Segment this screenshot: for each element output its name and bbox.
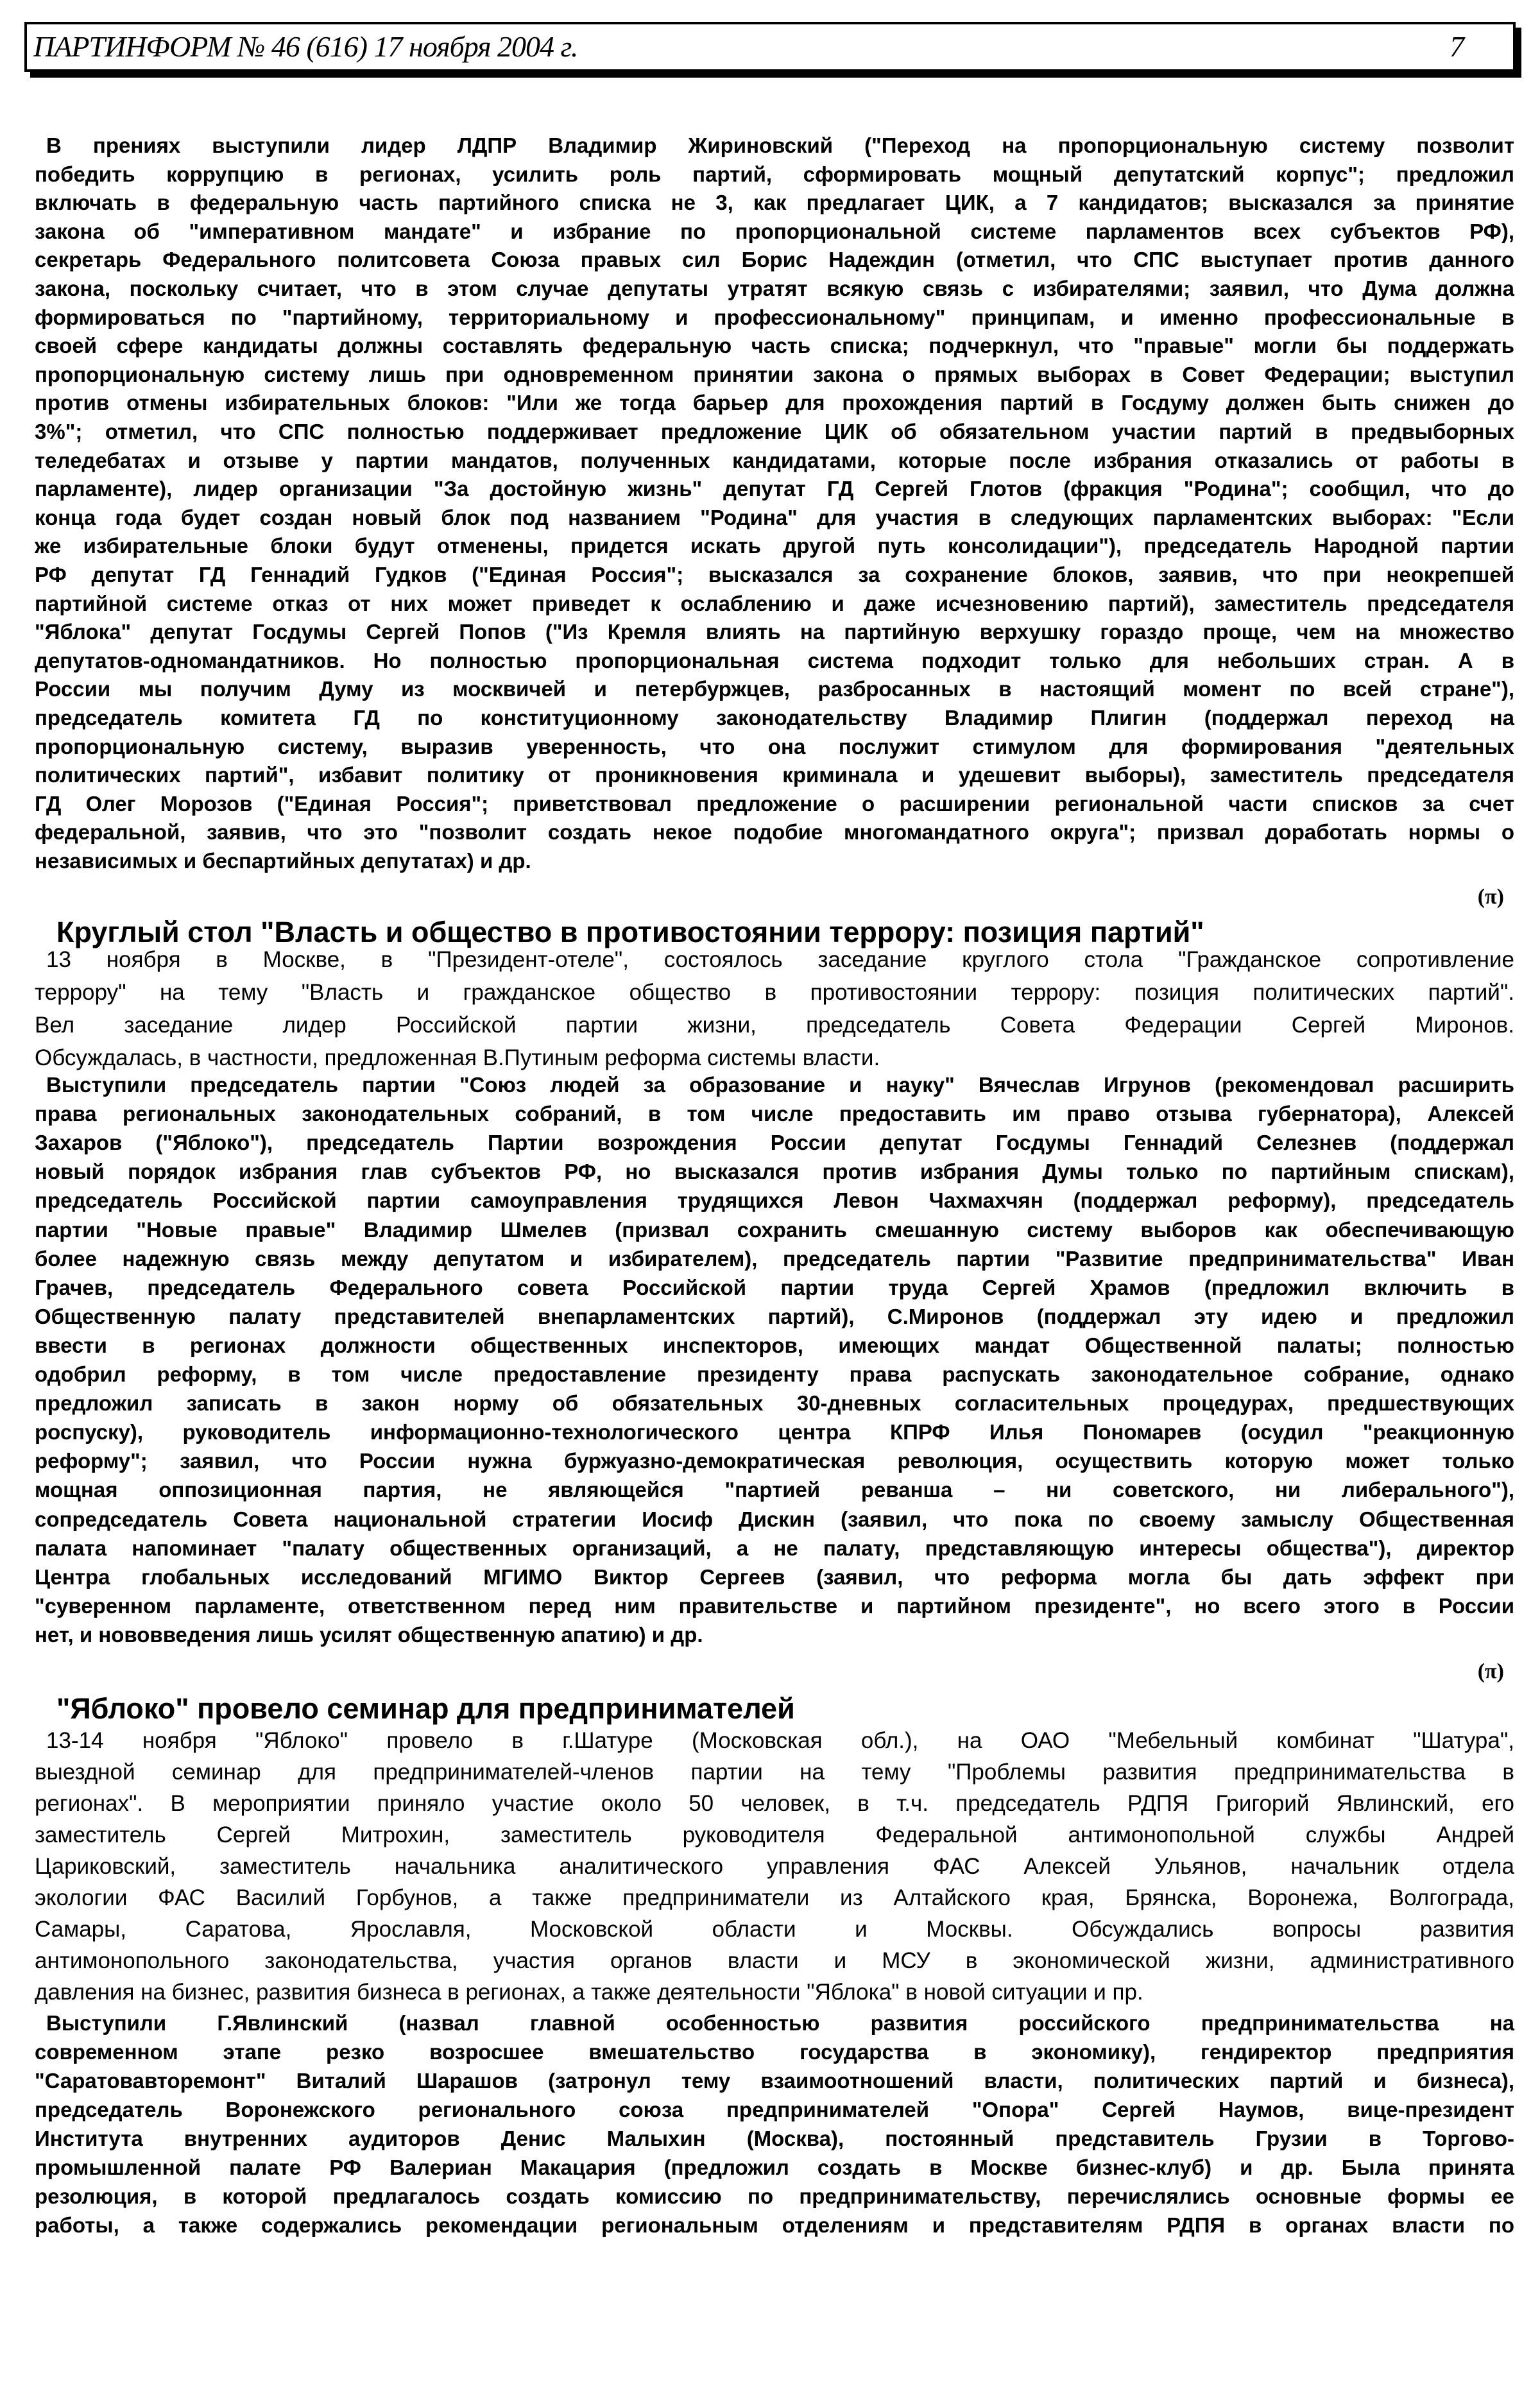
text-line: работы, а также содержались рекомендации региональным отделениям и представителям РДПЯ в органах власти по [35,2213,1514,2237]
text-line: "суверенном парламенте, ответственном перед ним правительстве и партийном президенте", но всего этого в России [35,1593,1514,1618]
text-line: нет, и нововведения лишь усилят общественную апатию) и др. [35,1622,703,1647]
text-line: современном этапе резко возросшее вмешательство государства в экономику), гендиректор предприятия [35,2040,1514,2064]
text-line: экологии ФАС Василий Горбунов, а также предприниматели из Алтайского края, Брянска, Воронежа, Волгограда, [35,1885,1514,1910]
text-line: "Саратовавторемонт" Виталий Шарашов (затронул тему взаимоотношений власти, политических партий и бизнеса), [35,2069,1514,2093]
text-line: роспуску), руководитель информационно-технологического центра КПРФ Илья Пономарев (осудил "реакционную [35,1420,1514,1444]
text-line: мощная оппозиционная партия, не являющейся "партией реванша – ни советского, ни либерального"), [35,1478,1514,1502]
text-line: пропорциональную систему, выразив уверенность, что она послужит стимулом для формирования "деятельных [35,734,1514,758]
text-line: председатель Воронежского регионального союза предпринимателей "Опора" Сергей Наумов, вице-президент [35,2098,1514,2121]
article-heading: "Яблоко" провело семинар для предпринимателей [56,1692,795,1725]
article-signature: (π) [1477,1659,1504,1683]
text-line: России мы получим Думу из москвичей и петербуржцев, разбросанных в настоящий момент по всей стране"), [35,677,1514,701]
text-line: одобрил реформу, в том числе предоставление президенту права распускать законодательное собрание, однако [35,1362,1514,1386]
text-line: заместитель Сергей Митрохин, заместитель руководителя Федеральной антимонопольной службы Андрей [35,1822,1514,1847]
article-heading: Круглый стол "Власть и общество в противостоянии террору: позиция партий" [56,916,1204,948]
text-line: РФ депутат ГД Геннадий Гудков ("Единая Россия"; высказался за сохранение блоков, заявив, что при неокрепшей [35,563,1514,587]
text-line: закона об "императивном мандате" и избрание по пропорциональной системе парламентов всех субъектов РФ), [35,219,1514,243]
text-line: давления на бизнес, развития бизнеса в регионах, а также деятельности "Яблока" в новой ситуации и пр. [35,1980,1143,2005]
text-line: своей сфере кандидаты должны составлять федеральную часть списка; подчеркнул, что "правые" могли бы поддержать [35,334,1514,358]
text-line: Института внутренних аудиторов Денис Малыхин (Москва), постоянный представитель Грузии в Торгово- [35,2127,1514,2150]
text-line: более надежную связь между депутатом и избирателем), председатель партии "Развитие предпринимательства" Иван [35,1246,1514,1271]
text-line: 3%"; отметил, что СПС полностью поддерживает предложение ЦИК об обязательном участии партий в предвыборных [35,420,1514,443]
text-line: парламенте), лидер организации "За достойную жизнь" депутат ГД Сергей Глотов (фракция "Родина"; сообщил, что до [35,477,1514,501]
text-line: конца года будет создан новый блок под названием "Родина" для участия в следующих парламентских выборах: "Если [35,505,1514,529]
text-line: партии "Новые правые" Владимир Шмелев (призвал сохранить смешанную систему выборов как обеспечивающую [35,1217,1514,1242]
text-line: антимонопольного законодательства, участия органов власти и МСУ в экономической жизни, административного [35,1948,1514,1973]
publication-title: ПАРТИНФОРМ № 46 (616) 17 ноября 2004 г. [33,30,578,63]
text-line: закона, поскольку считает, что в этом случае депутаты утратят всякую связь с избирателями; заявил, что Дума должна [35,277,1514,300]
text-line: председатель комитета ГД по конституционному законодательству Владимир Плигин (поддержал переход на [35,706,1514,730]
text-line: палата напоминает "палату общественных организаций, а не палату, представляющую интересы общества"), директор [35,1536,1514,1560]
text-line: председатель Российской партии самоуправления трудящихся Левон Чахмахчян (поддержал реформу), председатель [35,1188,1514,1213]
text-line: победить коррупцию в регионах, усилить роль партий, сформировать мощный депутатский корпус"; предложил [35,162,1514,186]
text-line: федеральной, заявив, что это "позволит создать некое подобие многомандатного округа"; призвал доработать нормы о [35,820,1514,844]
text-line: Общественную палату представителей внепарламентских партий), С.Миронов (поддержал эту идею и предложил [35,1304,1514,1328]
text-line: выездной семинар для предпринимателей-членов партии на тему "Проблемы развития предпринимательства в [35,1760,1514,1785]
text-line: резолюция, в которой предлагалось создать комиссию по предпринимательству, перечислялись основные формы ее [35,2184,1514,2208]
text-line: пропорциональную систему лишь при одновременном принятии закона о прямых выборах в Совет Федерации; выступил [35,362,1514,386]
text-line: секретарь Федерального политсовета Союза правых сил Борис Надеждин (отметил, что СПС выступает против данного [35,248,1514,272]
text-line: террору" на тему "Власть и гражданское общество в противостоянии террору: позиция политических партий". [35,980,1514,1005]
text-line: ввести в регионах должности общественных инспекторов, имеющих мандат Общественной палаты; полностью [35,1333,1514,1357]
text-line: ГД Олег Морозов ("Единая Россия"; приветствовал предложение о расширении региональной части списков за счет [35,791,1514,816]
text-line: Обсуждалась, в частности, предложенная В.Путиным реформа системы власти. [35,1045,880,1070]
text-line: права региональных законодательных собраний, в том числе предоставить им право отзыва губернатора), Алексей [35,1102,1514,1126]
text-line: против отмены избирательных блоков: "Или же тогда барьер для прохождения партий в Госдуму должен быть снижен до [35,391,1514,415]
text-line: сопредседатель Совета национальной стратегии Иосиф Дискин (заявил, что пока по своему замыслу Общественная [35,1507,1514,1531]
text-line: новый порядок избрания глав субъектов РФ, но высказался против избрания Думы только по партийным спискам), [35,1160,1514,1184]
text-line: предложил записать в закон норму об обязательных 30-дневных согласительных процедурах, предшествующих [35,1391,1514,1416]
text-line: В прениях выступили лидер ЛДПР Владимир Жириновский ("Переход на пропорциональную систему позволит [46,133,1514,157]
text-line: 13 ноября в Москве, в "Президент-отеле", состоялось заседание круглого стола "Гражданское сопротивление [46,947,1514,972]
text-line: Грачев, председатель Федерального совета Российской партии труда Сергей Храмов (предложил включить в [35,1275,1514,1299]
text-line: независимых и беспартийных депутатах) и др. [35,849,531,873]
text-line: партийной системе отказ от них может приведет к ослаблению и даже исчезновению партий), заместитель председателя [35,591,1514,615]
text-line: политических партий", избавит политику от проникновения криминала и удешевит выборы), заместитель председателя [35,763,1514,787]
text-line: включать в федеральную часть партийного списка не 3, как предлагает ЦИК, а 7 кандидатов; высказался за принятие [35,191,1514,215]
text-line: Выступили Г.Явлинский (назвал главной особенностью развития российского предпринимательства на [46,2011,1514,2035]
page-number: 7 [1450,30,1464,63]
text-line: промышленной палате РФ Валериан Макацария (предложил создать в Москве бизнес-клуб) и др. Была принята [35,2155,1514,2179]
text-line: 13-14 ноября "Яблоко" провело в г.Шатуре (Московская обл.), на ОАО "Мебельный комбинат "Шатура", [46,1728,1514,1753]
text-line: теледебатах и отзыве у партии мандатов, полученных кандидатами, которые после избрания отказались от работы в [35,448,1514,472]
text-line: Вел заседание лидер Российской партии жизни, председатель Совета Федерации Сергей Миронов. [35,1013,1514,1038]
text-line: регионах". В мероприятии приняло участие около 50 человек, в т.ч. председатель РДПЯ Григорий Явлинский, его [35,1791,1514,1816]
text-line: Самары, Саратова, Ярославля, Московской области и Москвы. Обсуждались вопросы развития [35,1917,1514,1942]
page-header [24,22,1516,72]
text-line: Захаров ("Яблоко"), председатель Партии возрождения России депутат Госдумы Геннадий Селезнев (поддержал [35,1131,1514,1155]
text-line: "Яблока" депутат Госдумы Сергей Попов ("Из Кремля влиять на партийную верхушку гораздо проще, чем на множество [35,620,1514,644]
text-line: реформу"; заявил, что России нужна буржуазно-демократическая революция, осуществить которую может только [35,1449,1514,1473]
text-line: Центра глобальных исследований МГИМО Виктор Сергеев (заявил, что реформа могла бы дать эффект при [35,1564,1514,1589]
text-line: Выступили председатель партии "Союз людей за образование и науку" Вячеслав Игрунов (рекомендовал расширить [46,1073,1514,1097]
text-line: Цариковский, заместитель начальника аналитического управления ФАС Алексей Ульянов, начальник отдела [35,1854,1514,1879]
article-signature: (π) [1477,885,1504,909]
text-line: формироваться по "партийному, территориальному и профессиональному" принципам, и именно профессиональные в [35,305,1514,329]
text-line: же избирательные блоки будут отменены, придется искать другой путь консолидации"), председатель Народной партии [35,534,1514,558]
text-line: депутатов-одномандатников. Но полностью пропорциональная система подходит только для небольших стран. А в [35,648,1514,673]
